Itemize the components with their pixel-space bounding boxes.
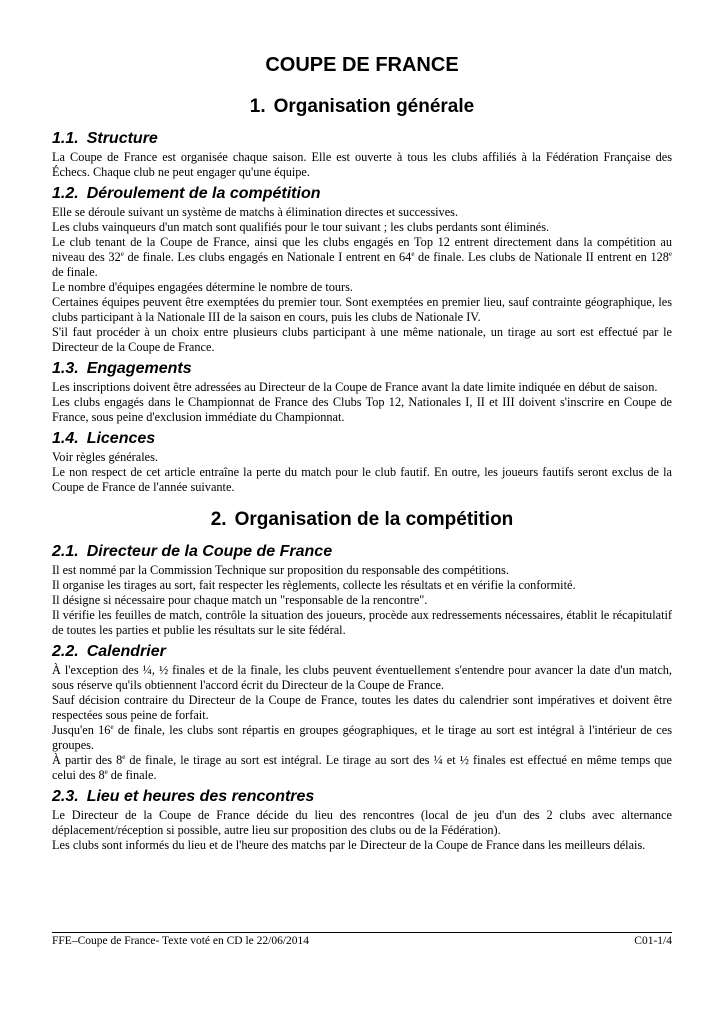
section-heading bbox=[52, 94, 672, 120]
section-title: Organisation de la compétition bbox=[234, 509, 514, 530]
subsection-number: 2.3. bbox=[52, 788, 79, 805]
subsection-heading bbox=[52, 428, 672, 450]
paragraph: Les clubs vainqueurs d'un match sont qualifiés pour le tour suivant ; les clubs perdants sont éliminés. bbox=[52, 220, 550, 234]
subsection-heading bbox=[52, 786, 672, 808]
paragraph: À partir des 8e de finale, le tirage au sort est intégral. Le tirage au sort des ¼ et ½ finales est effectué en même temps que celui des 8e de finale. bbox=[52, 752, 672, 782]
paragraph: La Coupe de France est organisée chaque saison. Elle est ouverte à tous les clubs affiliés à la Fédération Française des Échecs. Chaque club ne peut engager qu'une équipe. bbox=[52, 150, 672, 179]
ordinal-superscript: e bbox=[110, 722, 114, 731]
subsection-heading bbox=[52, 183, 672, 205]
paragraph: Le Directeur de la Coupe de France décide du lieu des rencontres (local de jeu d'un des 2 clubs avec alternance déplacement/réception si possible, autre lieu sur proposition des clubs ou de la Fédération). bbox=[52, 808, 672, 837]
paragraph: Voir règles générales. bbox=[52, 450, 158, 464]
ordinal-superscript: e bbox=[104, 767, 108, 776]
section-heading bbox=[52, 507, 672, 533]
subsection-title: Lieu et heures des rencontres bbox=[86, 788, 315, 805]
subsection-number: 2.1. bbox=[52, 543, 79, 560]
subsection-number: 1.1. bbox=[52, 130, 79, 147]
footer-page-number: C01-1/4 bbox=[634, 935, 672, 947]
document-page bbox=[52, 50, 672, 853]
paragraph: Les inscriptions doivent être adressées au Directeur de la Coupe de France avant la date limite indiquée en début de saison. bbox=[52, 380, 658, 394]
paragraph: Le non respect de cet article entraîne la perte du match pour le club fautif. En outre, les joueurs fautifs seront exclus de la Coupe de France de l'année suivante. bbox=[52, 465, 672, 494]
ordinal-superscript: e bbox=[122, 752, 126, 761]
paragraph: Le club tenant de la Coupe de France, ainsi que les clubs engagés en Top 12 entrent directement dans la compétition au niveau des 32e de finale. Les clubs engagés en Nationale I entrent en 64e de finale. Les clubs de Nationale II entrent en 128e de finale. bbox=[52, 235, 672, 279]
paragraph: Le nombre d'équipes engagées détermine le nombre de tours. bbox=[52, 280, 353, 294]
ordinal-superscript: e bbox=[120, 249, 124, 258]
section-title: Organisation générale bbox=[273, 96, 475, 117]
page-footer bbox=[52, 932, 672, 947]
paragraph: Certaines équipes peuvent être exemptées du premier tour. Sont exemptées en premier lieu, sauf contrainte géographique, les clubs participant à la Nationale III de la saison en cours, puis les clubs de Nationale IV. bbox=[52, 295, 672, 324]
subsection-heading bbox=[52, 358, 672, 380]
subsection-number: 2.2. bbox=[52, 643, 79, 660]
paragraph: Elle se déroule suivant un système de matchs à élimination directes et successives. bbox=[52, 205, 459, 219]
subsection-heading bbox=[52, 541, 672, 563]
subsection-number: 1.2. bbox=[52, 185, 79, 202]
ordinal-superscript: e bbox=[411, 249, 415, 258]
paragraph: Les clubs engagés dans le Championnat de France des Clubs Top 12, Nationales I, II et III doivent s'inscrire en Coupe de France, sous peine d'exclusion immédiate du Championnat. bbox=[52, 395, 672, 424]
subsection-title: Déroulement de la compétition bbox=[86, 185, 321, 202]
section-number: 2. bbox=[210, 509, 227, 530]
section-number: 1. bbox=[249, 96, 266, 117]
subsection-title: Engagements bbox=[86, 360, 192, 377]
paragraph: Les clubs sont informés du lieu et de l'heure des matchs par le Directeur de la Coupe de France dans les meilleurs délais. bbox=[52, 838, 646, 852]
subsection-number: 1.3. bbox=[52, 360, 79, 377]
subsection-title: Directeur de la Coupe de France bbox=[86, 543, 333, 560]
paragraph: S'il faut procéder à un choix entre plusieurs clubs participant à une même nationale, un tirage au sort est effectué par le Directeur de la Coupe de France. bbox=[52, 325, 672, 354]
document-title: COUPE DE FRANCE bbox=[265, 54, 459, 76]
subsection-number: 1.4. bbox=[52, 430, 79, 447]
subsection-title: Licences bbox=[86, 430, 156, 447]
footer-left-text: FFE–Coupe de France- Texte voté en CD le 22/06/2014 bbox=[52, 935, 310, 947]
paragraph: Il est nommé par la Commission Technique sur proposition du responsable des compétitions. bbox=[52, 563, 509, 577]
paragraph: Sauf décision contraire du Directeur de la Coupe de France, toutes les dates du calendrier sont impératives et doivent être respectées sous peine de forfait. bbox=[52, 693, 672, 722]
subsection-heading bbox=[52, 128, 672, 150]
paragraph: Il vérifie les feuilles de match, contrôle la situation des joueurs, procède aux redressements nécessaires, établit le récapitulatif de toutes les parties et publie les résultats sur le site fédéral. bbox=[52, 608, 672, 637]
ordinal-superscript: e bbox=[668, 249, 672, 258]
paragraph: Il désigne si nécessaire pour chaque match un "responsable de la rencontre". bbox=[52, 593, 428, 607]
subsection-heading bbox=[52, 641, 672, 663]
subsection-title: Calendrier bbox=[86, 643, 166, 660]
paragraph: Jusqu'en 16e de finale, les clubs sont répartis en groupes géographiques, et le tirage au sort est intégral à l'intérieur de ces groupes. bbox=[52, 722, 673, 752]
subsection-title: Structure bbox=[86, 130, 158, 147]
paragraph: À l'exception des ¼, ½ finales et de la finale, les clubs peuvent éventuellement s'entendre pour avancer la date d'un match, sous réserve qu'ils obtiennent l'accord écrit du Directeur de la Coupe de France. bbox=[52, 663, 672, 692]
paragraph: Il organise les tirages au sort, fait respecter les règlements, collecte les résultats et en vérifie la conformité. bbox=[52, 578, 576, 592]
